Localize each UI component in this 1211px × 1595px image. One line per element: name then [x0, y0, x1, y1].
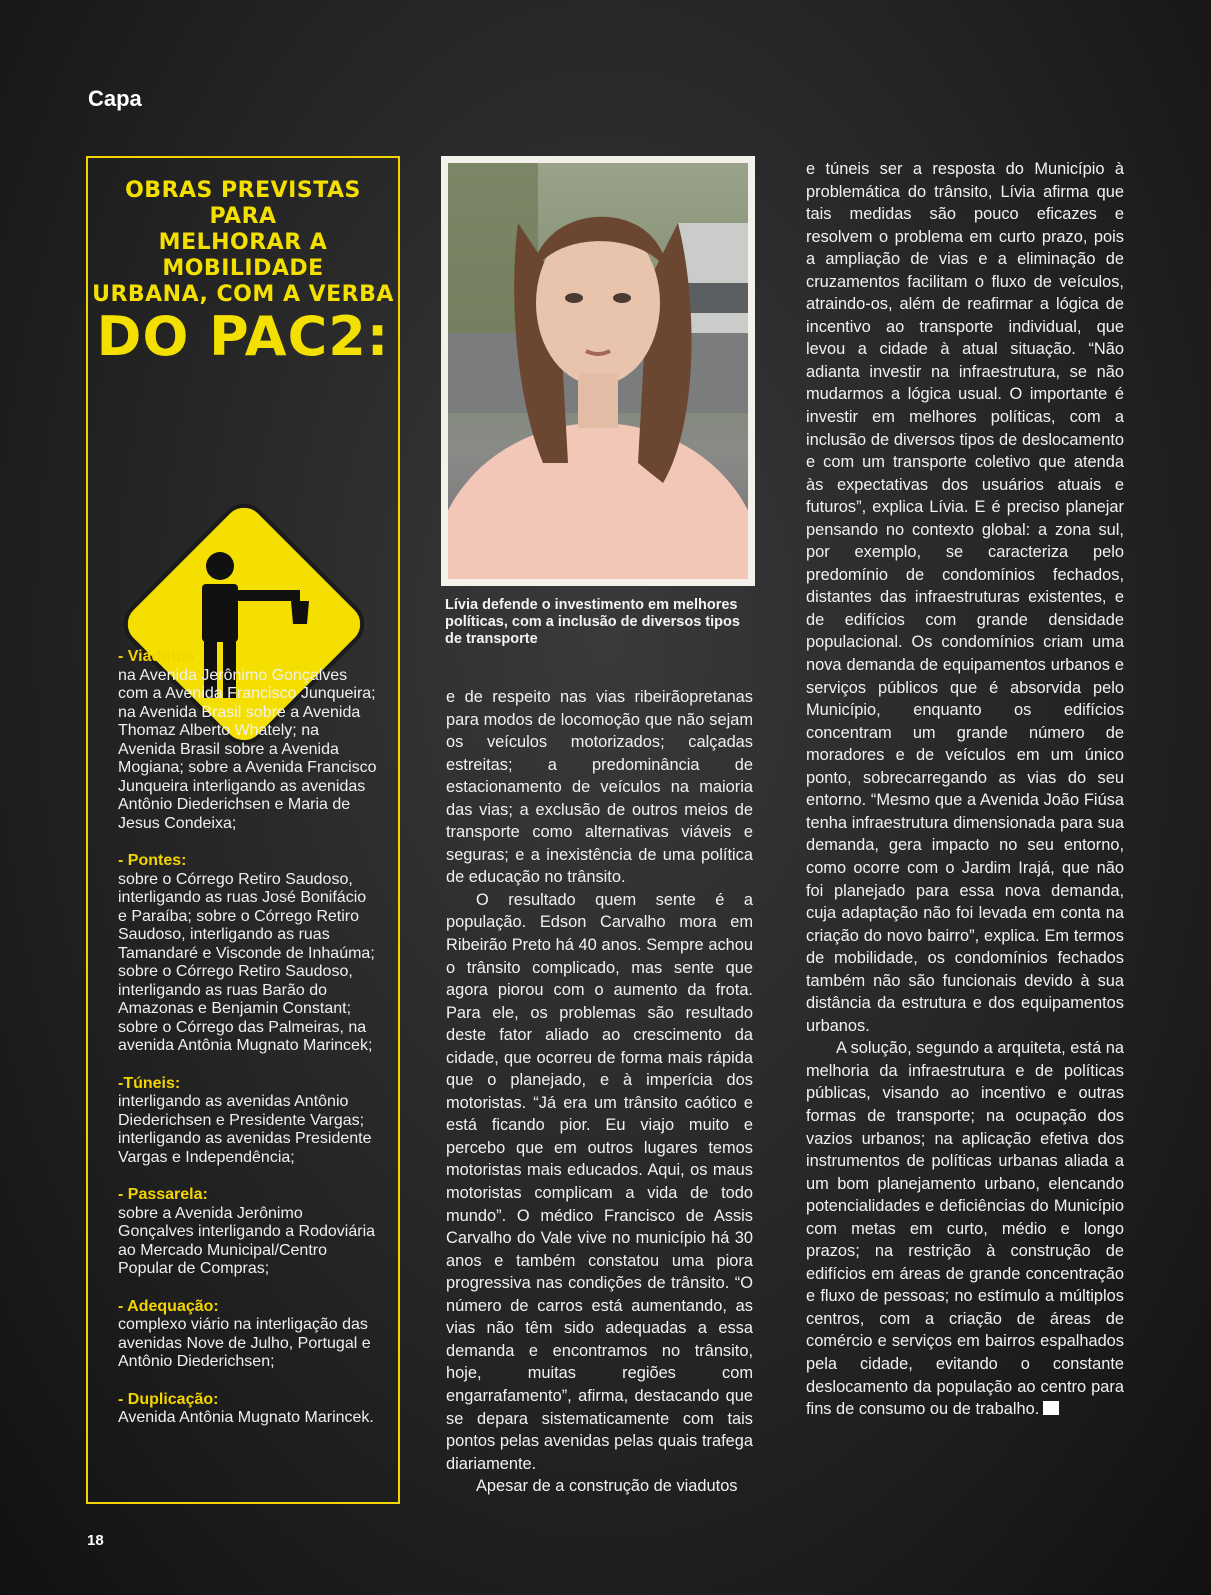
portrait-image: [448, 163, 748, 579]
item-heading: - Viadutos: [118, 648, 196, 665]
section-label: Capa: [88, 86, 142, 111]
sidebar-title-line: URBANA, COM A VERBA: [92, 282, 394, 307]
sidebar-title: [88, 178, 398, 366]
article-paragraph-wrap: [806, 1037, 1124, 1420]
sidebar-title-big: DO PAC2:: [96, 305, 390, 368]
article-paragraph: e de respeito nas vias ribeirãopretanas para modos de locomoção que não sejam os veículos motorizados; calçadas estreitas; a predominância de estacionamento de veículos na maioria das vias; a exclusão de outros meios de transporte como alternativas viáveis e seguras; e a inexistência de uma política de educação no trânsito.: [446, 688, 753, 887]
article-paragraph: A solução, segundo a arquiteta, está na melhoria da infraestrutura e de políticas públicas, visando ao incentivo e outras formas de transporte; na ocupação dos vazios urbanos; na aplicação efetiva dos instrumentos de políticas urbanas aliada a um bom planejamento urbano, elencando potencialidades e deficiências do Município com metas em curto, médio e longo prazos; na restrição à construção de edifícios em áreas de grande concentração e fluxo de pessoas; no estímulo a múltiplos centros, com a criação de áreas de comércio e serviços em bairros espalhados pela cidade, evitando o constante deslocamento da população ao centro para fins de consumo ou de trabalho.: [806, 1039, 1124, 1419]
article-column-3: [806, 158, 1124, 1421]
article-paragraph: Apesar de a construção de viadutos: [476, 1477, 738, 1496]
item-heading: -Túneis:: [118, 1074, 181, 1092]
item-text: complexo viário na interligação das avenidas Nove de Julho, Portugal e Antônio Diederichsen;: [118, 1316, 371, 1370]
works-list: [118, 648, 378, 1447]
item-text: na Avenida Jerônimo Gonçalves com a Avenida Francisco Junqueira; na Avenida Brasil sobre a Avenida Thomaz Alberto Whately; na Avenida Brasil sobre a Avenida Mogiana; sobre a Avenida Francisco Junqueira interligando as avenidas Antônio Diederichsen e Maria de Jesus Condeixa;: [118, 666, 377, 832]
list-item: [118, 1186, 378, 1279]
item-heading: - Duplicação:: [118, 1390, 219, 1408]
article-paragraph: e túneis ser a resposta do Município à problemática do trânsito, Lívia afirma que tais medidas são pouco eficazes e resolvem o problema em curto prazo, pois a ampliação de vias e a eliminação de cruzamentos facilitam o fluxo de veículos, atraindo-os, além de reafirmar a lógica de incentivo ao transporte individual, que levou a cidade à atual situação. “Não adianta investir na infraestrutura, se não mudarmos a lógica usual. O importante é investir em melhores políticas, com a inclusão de diversos tipos de deslocamento e com um transporte coletivo que atenda às expectativas dos usuários atuais e futuros”, explica Lívia. E é preciso planejar pensando no contexto global: a zona sul, por exemplo, se caracteriza pelo predomínio de condomínios fechados, distantes das infraestruturas existentes, e de edifícios com grande densidade populacional. Os condomínios criam uma nova demanda de equipamentos urbanos e serviços públicos que é absorvida pelo Município, enquanto os edifícios concentram um grande número de moradores e de veículos em um único ponto, sobrecarregando as vias do seu entorno. “Mesmo que a Avenida João Fiúsa tenha infraestrutura dimensionada para sua demanda, gera impacto no seu entorno, como ocorre com o Jardim Irajá, que não foi planejado para essa nova demanda, cuja adaptação não foi levada em conta na criação do novo bairro”, explica. Em termos de mobilidade, os condomínios fechados também não são funcionais devido à sua distância da estrutura e dos equipamentos urbanos.: [806, 160, 1124, 1035]
list-item: [118, 1075, 378, 1168]
end-of-article-icon: [1043, 1401, 1059, 1415]
list-item: [118, 1391, 378, 1428]
pac2-sidebar-box: [86, 156, 400, 1504]
article-paragraph: O resultado quem sente é a população. Edson Carvalho mora em Ribeirão Preto há 40 anos. Sempre achou o trânsito complicado, mas sente que agora piorou com o aumento da frota. Para ele, os problemas são resultado deste fator aliado ao crescimento da cidade, que ocorreu de forma mais rápida que o planejado, e à imperícia dos motoristas. “Já era um trânsito caótico e está ficando pior. Eu viajo muito e percebo que em outros lugares temos motoristas mais educados. Aqui, os maus motoristas complicam a vida de todo mundo”. O médico Francisco de Assis Carvalho do Vale vive no município há 30 anos e também constatou uma piora progressiva nas condições de trânsito. “O número de carros está aumentando, as vias não têm sido adequadas a essa demanda e encontramos no trânsito, hoje, muitas regiões com engarrafamento”, afirma, destacando que se depara sistematicamente com tais pontos pelas avenidas pelas quais trafega diariamente.: [446, 890, 753, 1473]
portrait-photo: [441, 156, 755, 586]
sidebar-title-line: OBRAS PREVISTAS PARA: [125, 178, 361, 229]
article-column-2: [446, 686, 753, 1498]
item-text: sobre o Córrego Retiro Saudoso, interligando as ruas José Bonifácio e Paraíba; sobre o Córrego Retiro Saudoso, interligando as ruas Tamandaré e Visconde de Inhaúma; sobre o Córrego Retiro Saudoso, interligando as ruas Barão do Amazonas e Benjamin Constant; sobre o Córrego das Palmeiras, na avenida Antônia Mugnato Marincek;: [118, 870, 375, 1054]
list-item: [118, 852, 378, 1056]
item-text: interligando as avenidas Antônio Diederichsen e Presidente Vargas; interligando as avenidas Presidente Vargas e Independência;: [118, 1093, 372, 1166]
sidebar-title-line: MELHORAR A MOBILIDADE: [158, 230, 328, 281]
item-heading: - Passarela:: [118, 1186, 208, 1203]
item-heading: - Adequação:: [118, 1297, 219, 1315]
list-item: [118, 648, 378, 833]
list-item: [118, 1298, 378, 1372]
item-text: Avenida Antônia Mugnato Marincek.: [118, 1409, 374, 1426]
item-text: sobre a Avenida Jerônimo Gonçalves interligando a Rodoviária ao Mercado Municipal/Centro Popular de Compras;: [118, 1204, 376, 1277]
page-number: 18: [87, 1532, 104, 1549]
photo-caption: Lívia defende o investimento em melhores políticas, com a inclusão de diversos tipos de transporte: [445, 597, 740, 647]
item-heading: - Pontes:: [118, 852, 187, 869]
